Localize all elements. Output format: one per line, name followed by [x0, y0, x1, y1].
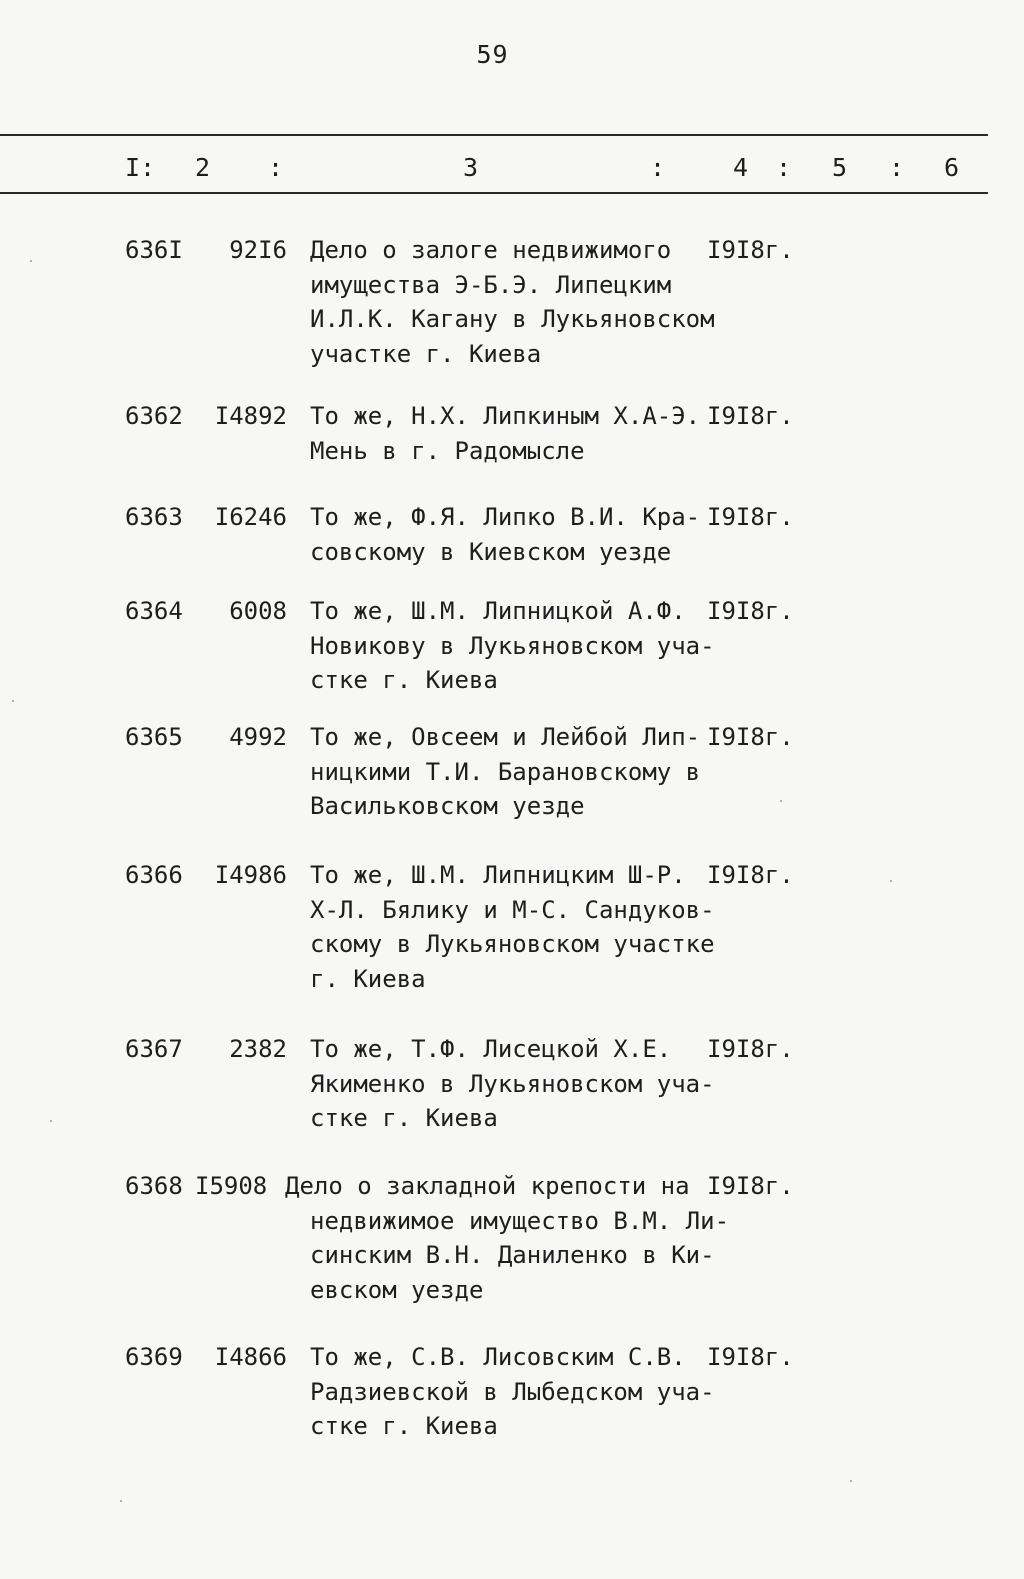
- entry-number: 6364: [125, 597, 183, 625]
- description-line: совскому в Киевском уезде: [310, 537, 672, 566]
- header-col-5: 5: [832, 153, 848, 182]
- description-line: То же, Ф.Я. Липко В.И. Кра-: [310, 503, 701, 531]
- entry-number: 6365: [125, 723, 183, 751]
- entry-number: 6369: [125, 1343, 183, 1371]
- header-col-6: 6: [944, 153, 960, 182]
- entry-description: [310, 720, 700, 824]
- entry-description: [310, 399, 700, 468]
- description-line: Новикову в Лукьяновском уча-: [310, 631, 715, 660]
- table-header-top-rule: [0, 134, 988, 136]
- description-line: стке г. Киева: [310, 666, 498, 695]
- entry-year: I9I8г.: [707, 503, 794, 531]
- entry-number: 6368: [125, 1172, 183, 1200]
- scan-speck: [12, 700, 14, 702]
- header-col-2: 2: [195, 153, 211, 182]
- description-line: Якименко в Лукьяновском уча-: [310, 1069, 715, 1098]
- description-line: участке г. Киева: [310, 340, 542, 369]
- description-line: То же, Овсеем и Лейбой Лип-: [310, 723, 701, 751]
- description-line: То же, С.В. Лисовским С.В.: [310, 1343, 686, 1371]
- header-separator: :: [268, 153, 284, 182]
- description-line: ницкими Т.И. Барановскому в: [310, 757, 701, 786]
- description-line: евском уезде: [310, 1276, 484, 1305]
- entry-year: I9I8г.: [707, 402, 794, 430]
- entry-number: 6367: [125, 1035, 183, 1063]
- entry-description: [285, 1169, 730, 1308]
- entry-year: I9I8г.: [707, 236, 794, 264]
- page-number: 59: [476, 40, 509, 69]
- description-line: Дело о закладной крепости на: [285, 1172, 690, 1200]
- archive-number: I4892: [214, 402, 287, 430]
- description-line: стке г. Киева: [310, 1412, 498, 1441]
- entry-year: I9I8г.: [707, 861, 794, 889]
- entry-number: 6362: [125, 402, 183, 430]
- description-line: То же, Н.Х. Липкиным Х.А-Э.: [310, 402, 701, 430]
- description-line: То же, Ш.М. Липницкой А.Ф.: [310, 597, 686, 625]
- entry-description: [310, 594, 715, 698]
- description-line: г. Киева: [310, 965, 426, 994]
- archive-number: 92I6: [229, 236, 287, 264]
- entry-description: [310, 858, 715, 997]
- entry-description: [310, 1340, 715, 1444]
- description-line: То же, Т.Ф. Лисецкой Х.Е.: [310, 1035, 672, 1063]
- scan-speck: [120, 1500, 122, 1502]
- description-line: Мень в г. Радомысле: [310, 436, 585, 465]
- archive-number: I4866: [214, 1343, 287, 1371]
- description-line: недвижимое имущество В.М. Ли-: [310, 1206, 730, 1235]
- header-col-4: 4: [733, 153, 749, 182]
- entry-number: 636I: [125, 236, 183, 264]
- archive-number: I4986: [214, 861, 287, 889]
- header-col-1: I:: [125, 153, 156, 182]
- description-line: стке г. Киева: [310, 1104, 498, 1133]
- entry-number: 6366: [125, 861, 183, 889]
- header-separator: :: [650, 153, 666, 182]
- description-line: Дело о залоге недвижимого: [310, 236, 672, 264]
- description-line: скому в Лукьяновском участке: [310, 930, 715, 959]
- description-line: Васильковском уезде: [310, 792, 585, 821]
- scan-speck: [50, 1120, 52, 1122]
- description-line: То же, Ш.М. Липницким Ш-Р.: [310, 861, 686, 889]
- table-header-bottom-rule: [0, 192, 988, 194]
- entry-year: I9I8г.: [707, 1035, 794, 1063]
- archive-number: 2382: [229, 1035, 287, 1063]
- scan-speck: [780, 800, 782, 802]
- description-line: синским В.Н. Даниленко в Ки-: [310, 1241, 715, 1270]
- header-col-3: 3: [463, 153, 479, 182]
- entry-year: I9I8г.: [707, 597, 794, 625]
- archive-number: 4992: [229, 723, 287, 751]
- scan-speck: [850, 1480, 852, 1482]
- entry-description: [310, 233, 715, 372]
- entry-year: I9I8г.: [707, 723, 794, 751]
- header-separator: :: [776, 153, 792, 182]
- description-line: имущества Э-Б.Э. Липецким: [310, 270, 672, 299]
- header-separator: :: [889, 153, 905, 182]
- entry-description: [310, 500, 700, 569]
- description-line: И.Л.К. Кагану в Лукьяновском: [310, 305, 715, 334]
- description-line: Х-Л. Бялику и М-С. Сандуков-: [310, 895, 715, 924]
- archive-number: 6008: [229, 597, 287, 625]
- entry-number: 6363: [125, 503, 183, 531]
- archive-number: I5908: [195, 1172, 268, 1200]
- archive-number: I6246: [214, 503, 287, 531]
- scan-speck: [890, 880, 892, 882]
- entry-description: [310, 1032, 715, 1136]
- entry-year: I9I8г.: [707, 1343, 794, 1371]
- entry-year: I9I8г.: [707, 1172, 794, 1200]
- scan-speck: [30, 260, 32, 262]
- description-line: Радзиевской в Лыбедском уча-: [310, 1377, 715, 1406]
